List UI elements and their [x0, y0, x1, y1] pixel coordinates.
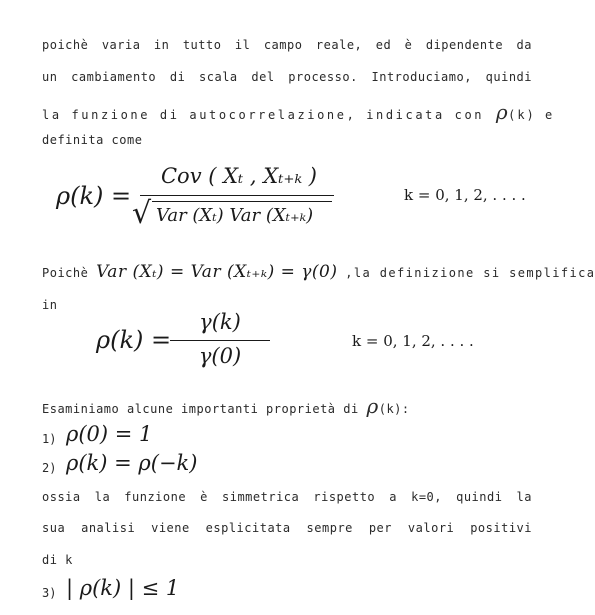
sqrt-bar	[152, 201, 332, 202]
fraction-bar	[140, 195, 334, 196]
text-line: un cambiamento di scala del processo. Introduciamo, quindi	[42, 70, 532, 84]
text-line: definita come	[42, 133, 143, 147]
formula-range: k = 0, 1, 2, . . . .	[352, 332, 474, 350]
rho-symbol: ρ	[366, 394, 379, 418]
text-fragment: la funzione di autocorrelazione, indicata con	[42, 108, 485, 122]
formula-lhs: ρ(k) =	[56, 182, 132, 210]
text-fragment: (k):	[378, 402, 410, 416]
rho-symbol: ρ	[495, 100, 509, 124]
sqrt-icon: √	[132, 196, 152, 231]
text-line	[42, 100, 554, 124]
formula-denominator: γ(0)	[198, 344, 242, 368]
text-fragment: (k) e	[508, 108, 555, 122]
text-line: sua analisi viene esplicitata sempre per valori positivi	[42, 521, 532, 535]
property-label: 1)	[42, 432, 57, 446]
text-fragment: Poichè	[42, 266, 89, 280]
formula-numerator: Cov ( Xₜ , Xₜ₊ₖ )	[160, 164, 317, 188]
property-formula: ρ(k) = ρ(−k)	[66, 451, 198, 475]
property-label: 2)	[42, 461, 57, 475]
text-line: poichè varia in tutto il campo reale, ed è dipendente da	[42, 38, 532, 52]
text-line: ossia la funzione è simmetrica rispetto a k=0, quindi la	[42, 490, 532, 504]
text-line: in	[42, 298, 58, 312]
property-label: 3)	[42, 586, 57, 600]
text-line: di k	[42, 553, 73, 567]
formula-range: k = 0, 1, 2, . . . .	[404, 186, 526, 204]
property-formula: ρ(0) = 1	[66, 422, 153, 446]
text-line	[42, 394, 410, 418]
text-fragment: ,la definizione si semplifica	[345, 266, 595, 280]
inline-formula: Var (Xₜ) = Var (Xₜ₊ₖ) = γ(0)	[96, 262, 338, 282]
property-formula: | ρ(k) | ≤ 1	[66, 576, 180, 600]
formula-lhs: ρ(k) =	[96, 326, 172, 354]
text-fragment: Esaminiamo alcune importanti proprietà di	[42, 402, 359, 416]
formula-numerator: γ(k)	[199, 310, 241, 334]
text-line	[42, 262, 595, 282]
fraction-bar	[170, 340, 270, 341]
formula-denominator: Var (Xₜ) Var (Xₜ₊ₖ)	[156, 205, 314, 226]
